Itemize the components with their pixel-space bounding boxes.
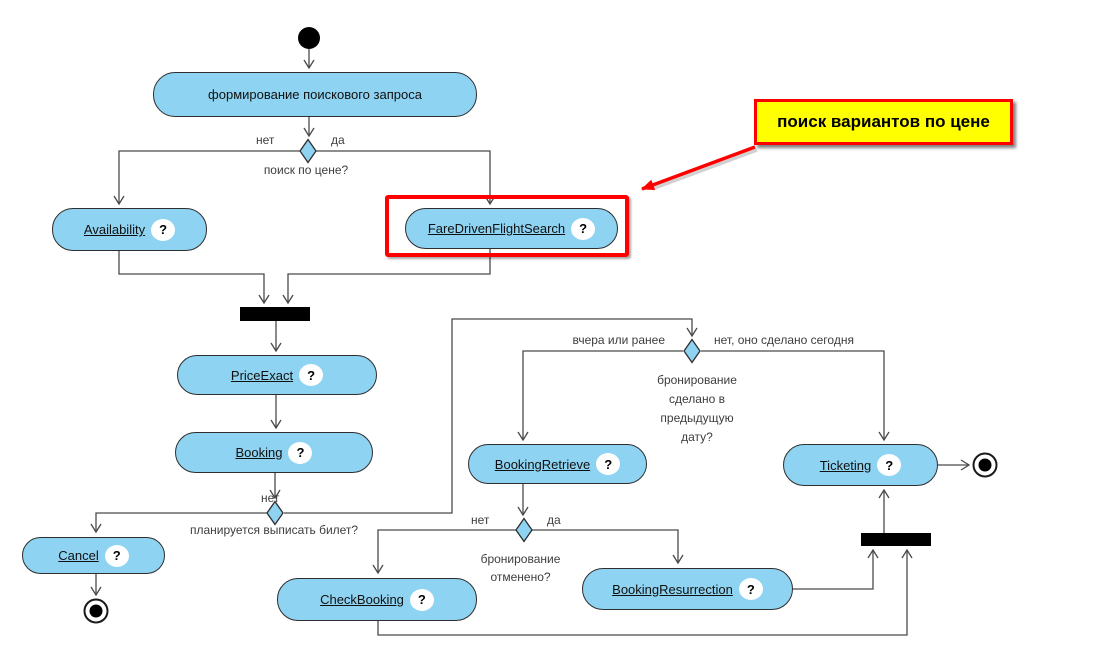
activity-label: формирование поискового запроса bbox=[208, 87, 422, 102]
callout-arrow bbox=[642, 147, 755, 189]
activity-price-exact[interactable] bbox=[177, 355, 377, 395]
callout-arrow-shadow bbox=[652, 150, 757, 189]
guard-no-label: нет bbox=[261, 491, 280, 505]
decision-question: бронирование отменено? bbox=[480, 552, 561, 584]
help-badge[interactable]: ? bbox=[877, 454, 901, 476]
activity-booking-resurrection[interactable] bbox=[582, 568, 793, 610]
guard-no-label: нет bbox=[256, 133, 275, 147]
edge-availability-to-fork bbox=[119, 251, 264, 303]
guard-yes-label: да bbox=[331, 133, 345, 147]
activity-check-booking[interactable] bbox=[277, 578, 477, 621]
activity-fare-driven-flight-search[interactable] bbox=[405, 208, 618, 249]
callout-box bbox=[754, 99, 1013, 145]
guard-no-label: нет, оно сделано сегодня bbox=[714, 333, 854, 347]
decision-booking-cancelled bbox=[516, 519, 532, 542]
help-badge[interactable]: ? bbox=[288, 442, 312, 464]
activity-booking[interactable] bbox=[175, 432, 373, 473]
initial-node bbox=[298, 27, 320, 49]
activity-label: Availability bbox=[83, 222, 146, 237]
activity-availability[interactable] bbox=[52, 208, 207, 251]
activity-cancel[interactable] bbox=[22, 537, 165, 574]
decision-question: бронирование сделано в предыдущую дату? bbox=[657, 373, 737, 444]
activity-label: PriceExact bbox=[230, 367, 294, 383]
edge-resurrection-to-join bbox=[793, 550, 873, 589]
help-badge[interactable]: ? bbox=[151, 219, 175, 241]
activity-label: BookingRetrieve bbox=[494, 456, 591, 472]
guard-yes-label: да bbox=[547, 513, 561, 527]
decision-question: поиск по цене? bbox=[263, 163, 349, 177]
activity-label: Ticketing bbox=[819, 457, 872, 473]
help-badge[interactable]: ? bbox=[571, 218, 595, 240]
help-badge[interactable]: ? bbox=[299, 364, 323, 386]
decision-question: планируется выписать билет? bbox=[190, 523, 359, 537]
callout-text: поиск вариантов по цене bbox=[777, 112, 990, 131]
final-node-ticketing bbox=[974, 454, 997, 477]
help-badge[interactable]: ? bbox=[596, 453, 620, 475]
activity-booking-retrieve[interactable] bbox=[468, 444, 647, 484]
help-badge[interactable]: ? bbox=[105, 545, 129, 567]
edge-faredriven-to-fork bbox=[288, 249, 490, 303]
activity-label: CheckBooking bbox=[320, 592, 404, 607]
guard-no-label: нет bbox=[471, 513, 490, 527]
guard-yes-label: вчера или ранее bbox=[572, 333, 665, 347]
activity-query-form[interactable] bbox=[153, 72, 477, 117]
join-bar-bottom bbox=[861, 533, 931, 546]
help-badge[interactable]: ? bbox=[739, 578, 763, 600]
final-node-cancel bbox=[85, 600, 108, 623]
activity-ticketing[interactable] bbox=[783, 444, 938, 486]
decision-price-search bbox=[300, 140, 316, 163]
activity-label: Booking bbox=[235, 445, 283, 460]
help-badge[interactable]: ? bbox=[410, 589, 434, 611]
activity-label: FareDrivenFlightSearch bbox=[427, 221, 566, 236]
decision-booking-date bbox=[684, 340, 700, 363]
activity-label: Cancel bbox=[58, 548, 99, 563]
activity-label: BookingResurrection bbox=[612, 581, 733, 597]
edge-pricesearch-no-availability bbox=[119, 151, 300, 204]
join-bar-top bbox=[240, 307, 310, 321]
